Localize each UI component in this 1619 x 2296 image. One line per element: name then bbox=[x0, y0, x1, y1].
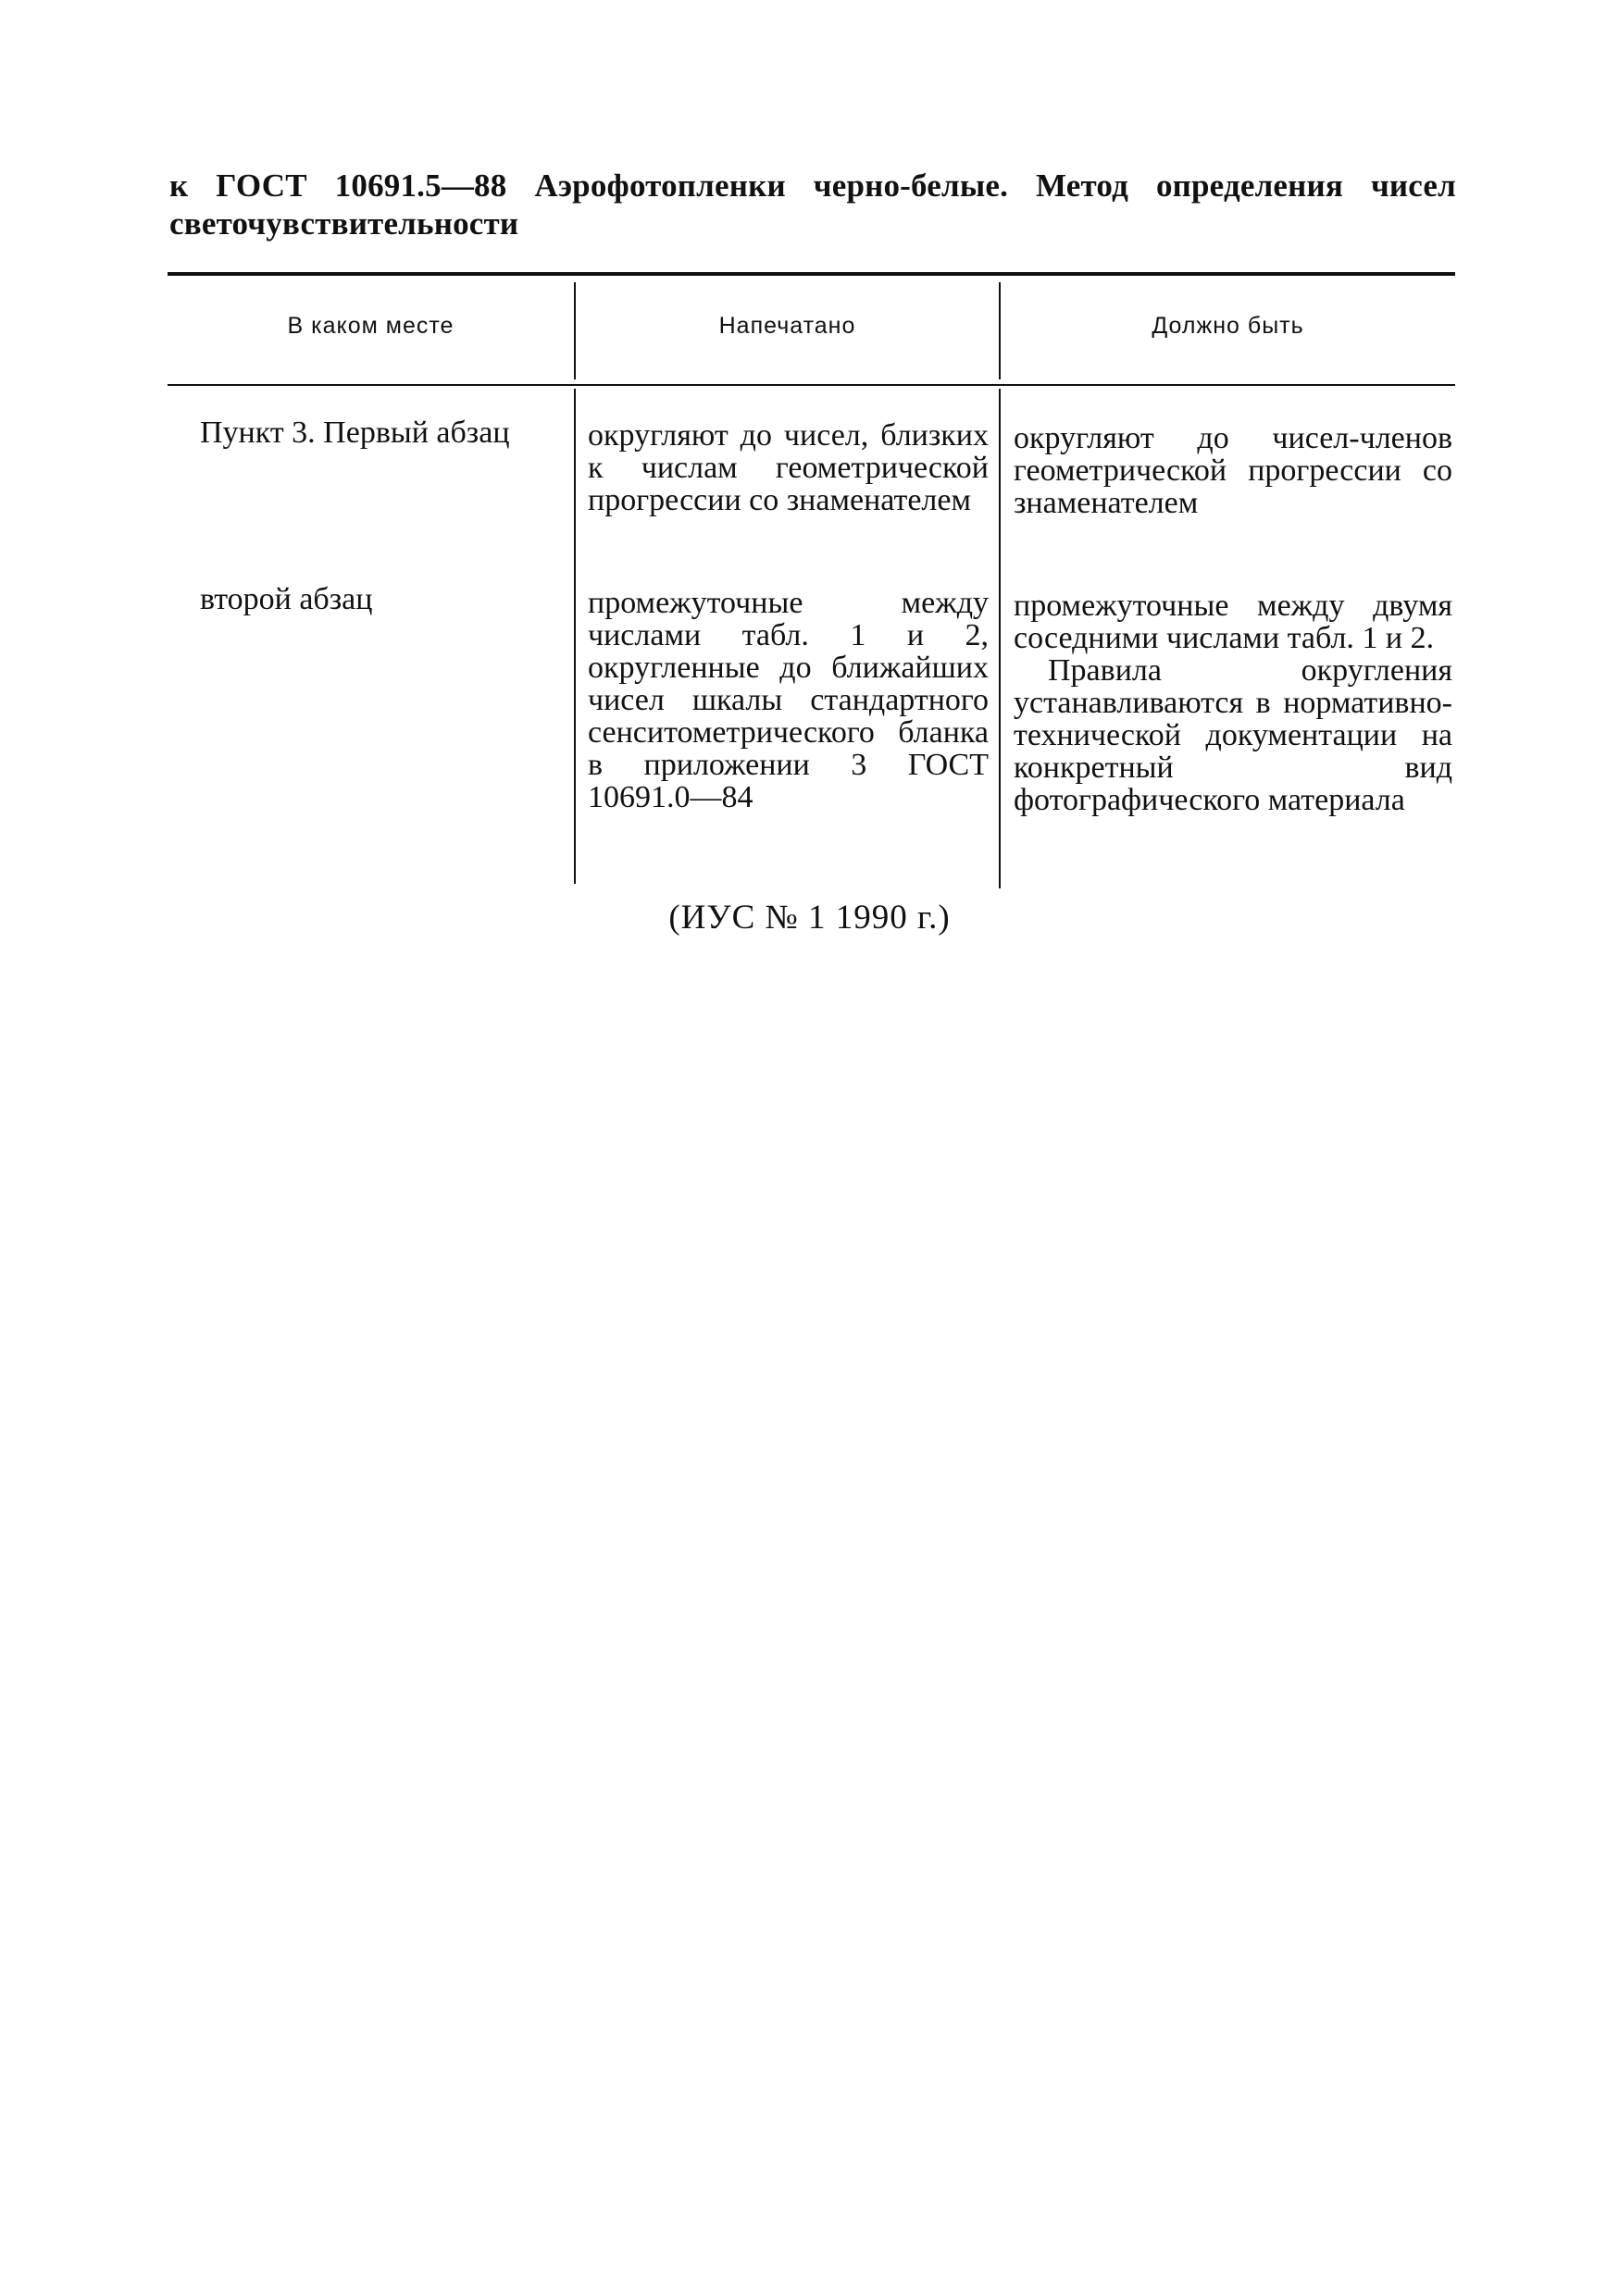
source-note: (ИУС № 1 1990 г.) bbox=[668, 899, 951, 937]
page-title: к ГОСТ 10691.5—88 Аэрофотопленки черно-белые. Метод определения чисел светочувствительности bbox=[169, 168, 1456, 242]
table-cell-should-be bbox=[1014, 422, 1452, 519]
table-cell-location: Пункт 3. Первый абзац bbox=[200, 416, 510, 450]
column-header-should-be: Должно быть bbox=[1152, 313, 1304, 339]
table-cell-printed: промежуточные между числами табл. 1 и 2, округленные до ближайших чисел шкалы стандартного сенситометрического бланка в приложении 3 ГОСТ 10691.0—84 bbox=[588, 586, 989, 814]
column-header-location: В каком месте bbox=[287, 313, 455, 339]
column-divider bbox=[574, 389, 576, 884]
column-divider bbox=[999, 389, 1001, 888]
table-cell-location: второй абзац bbox=[200, 582, 373, 616]
table-top-rule bbox=[168, 272, 1455, 276]
should-be-paragraph: промежуточные между двумя соседними числами табл. 1 и 2. bbox=[1014, 589, 1452, 655]
table-header-rule bbox=[168, 384, 1455, 386]
table-cell-should-be bbox=[1014, 590, 1452, 816]
column-header-printed: Напечатано bbox=[718, 313, 856, 339]
should-be-paragraph: Правила округления устанавливаются в нормативно-технической документации на конкретный вид фотографического материала bbox=[1014, 653, 1452, 817]
should-be-paragraph: округляют до чисел-членов геометрической прогрессии со знаменателем bbox=[1014, 421, 1452, 520]
table-cell-printed: округляют до чисел, близких к числам геометрической прогрессии со знаменателем bbox=[588, 418, 989, 517]
